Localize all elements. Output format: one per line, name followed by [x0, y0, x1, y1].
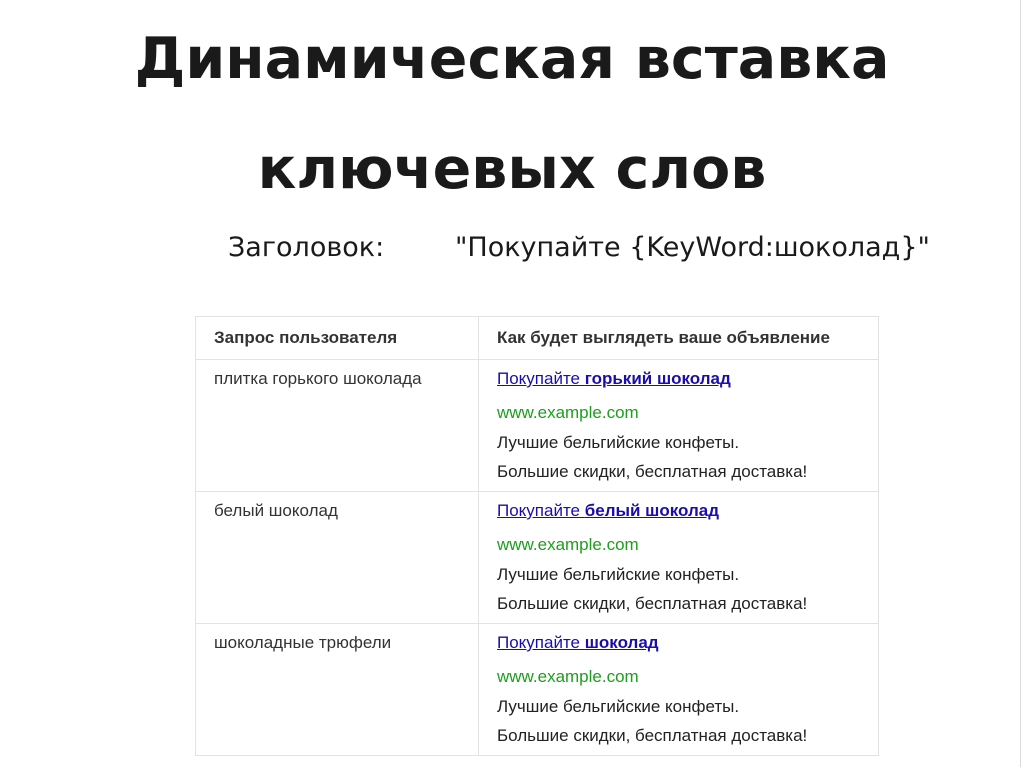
ad-description-line-2: Большие скидки, бесплатная доставка!: [497, 594, 808, 613]
ad-cell: [479, 492, 879, 624]
ad-title-prefix: Покупайте: [497, 501, 585, 520]
ad-display-url: www.example.com: [497, 403, 639, 422]
ad-description-line-1: Лучшие бельгийские конфеты.: [497, 564, 740, 584]
table-row: [196, 492, 879, 624]
slide-title-line-1: Динамическая вставка: [134, 26, 890, 92]
ad-title-link[interactable]: [497, 369, 878, 389]
ad-display-url: www.example.com: [497, 667, 639, 686]
ads-example-table: [195, 316, 879, 756]
ad-description-line-1: Лучшие бельгийские конфеты.: [497, 432, 740, 452]
ad-title-keyword: белый шоколад: [584, 501, 720, 520]
ad-cell: [479, 624, 879, 756]
query-cell: [196, 360, 479, 492]
query-cell: [196, 492, 479, 624]
ad-title-keyword: горький шоколад: [584, 369, 731, 388]
table-row: [196, 360, 879, 492]
ad-title-prefix: Покупайте: [497, 369, 585, 388]
ad-title-keyword: шоколад: [584, 633, 659, 652]
header-query: Запрос пользователя: [196, 317, 479, 360]
table-header-row: [196, 317, 879, 360]
slide-title: [0, 4, 1024, 224]
ad-description-line-1: Лучшие бельгийские конфеты.: [497, 696, 740, 716]
ad-display-url: www.example.com: [497, 535, 639, 554]
headline-label: Заголовок:: [228, 232, 385, 263]
ad-cell: [479, 360, 879, 492]
user-query: плитка горького шоколада: [214, 369, 422, 388]
slide-title-line-2: ключевых слов: [257, 136, 767, 202]
table-row: [196, 624, 879, 756]
ad-description-line-2: Большие скидки, бесплатная доставка!: [497, 726, 808, 745]
header-ad-preview: Как будет выглядеть ваше объявление: [479, 317, 879, 360]
headline-value: "Покупайте {KeyWord:шоколад}": [455, 232, 930, 263]
ad-description-line-2: Большие скидки, бесплатная доставка!: [497, 462, 808, 481]
query-cell: [196, 624, 479, 756]
ad-title-prefix: Покупайте: [497, 633, 585, 652]
user-query: шоколадные трюфели: [214, 633, 392, 652]
ad-title-link[interactable]: [497, 501, 878, 521]
ad-title-link[interactable]: [497, 633, 878, 653]
user-query: белый шоколад: [214, 501, 338, 520]
